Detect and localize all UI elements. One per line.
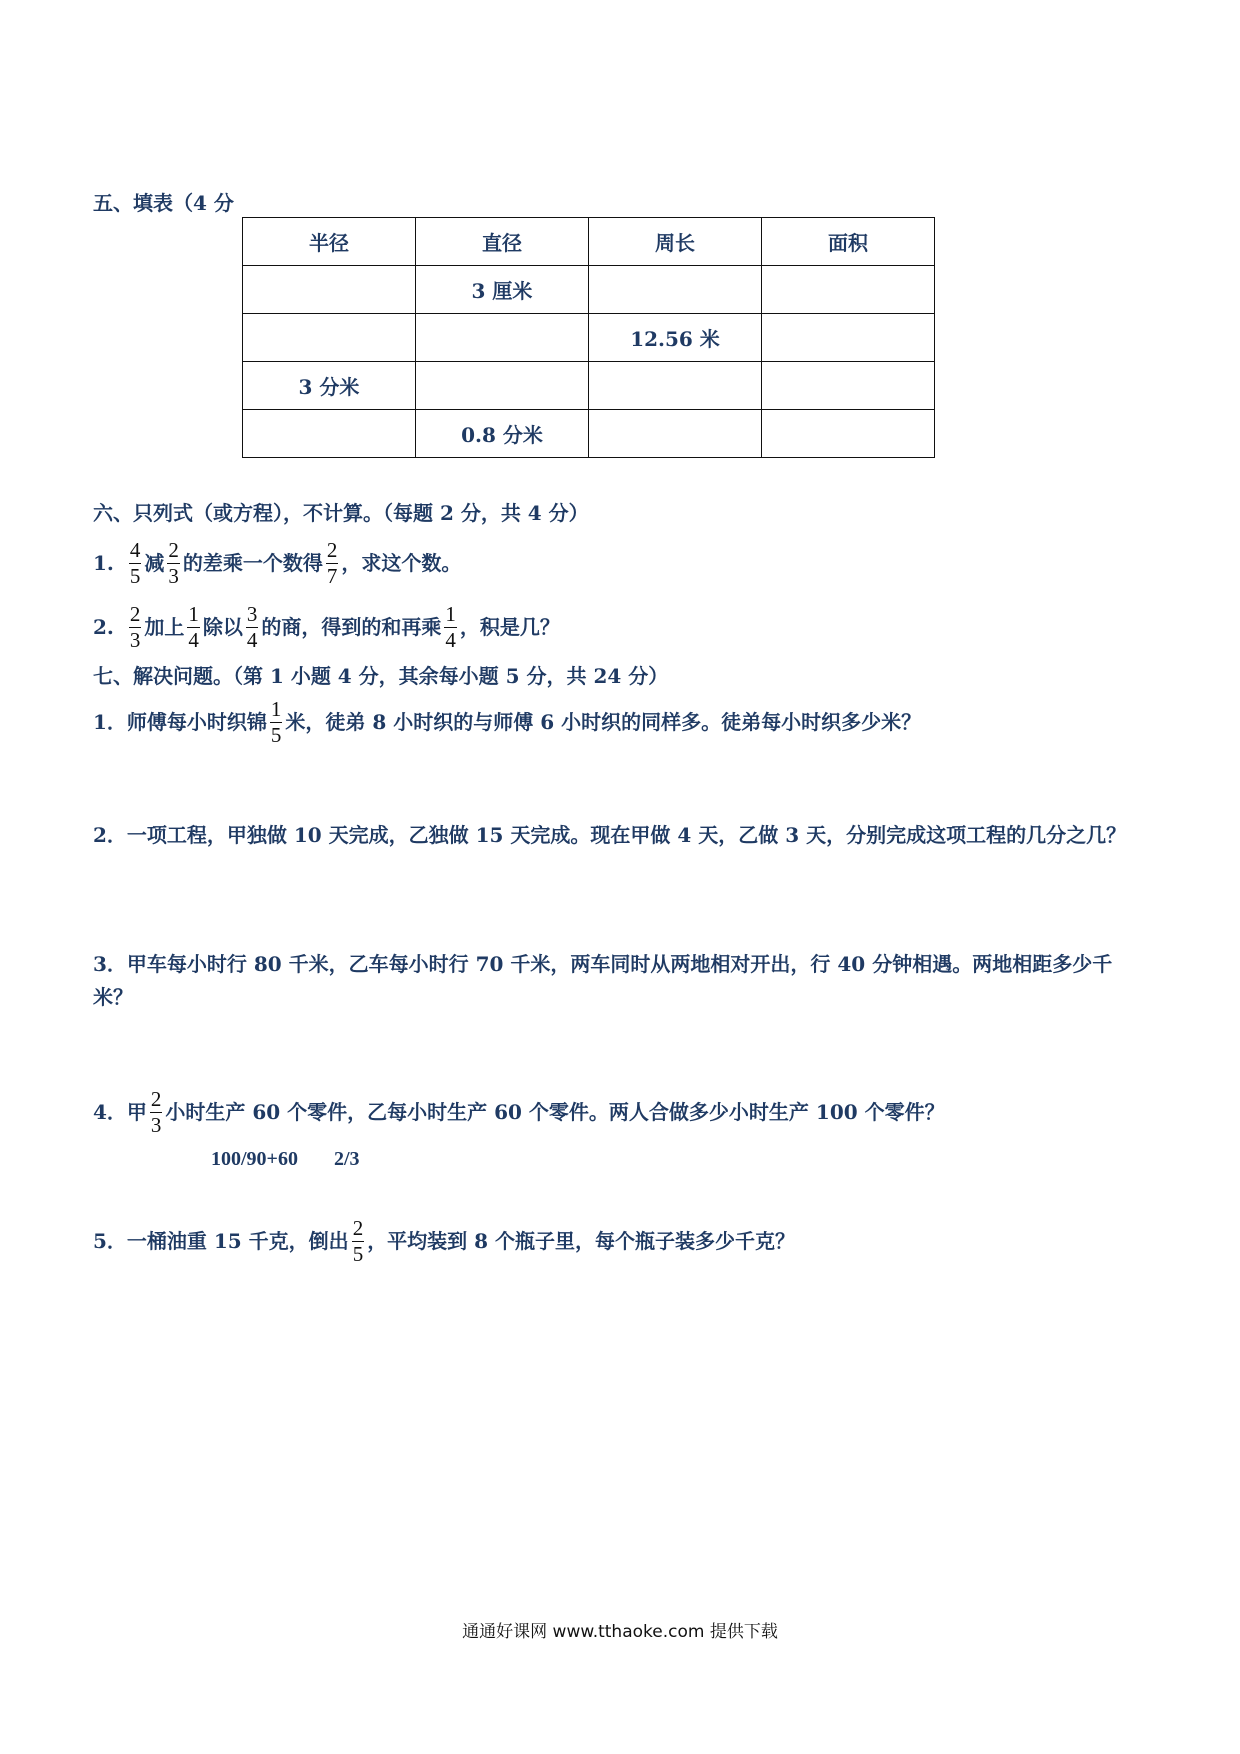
question-number: 2. [93, 615, 114, 639]
table-row [243, 314, 935, 362]
section6-question-1: 1. $\frac{4}{5}$ 减 $\frac{2}{3}$ 的差乘一个数得 $\frac{2}{7}$ ，求这个数。 [93, 537, 462, 588]
fraction: $\frac{4}{5}$ [129, 537, 141, 588]
table-cell[interactable]: 3 厘米 [416, 266, 589, 314]
section7-question-4: 4．甲 $\frac{2}{3}$ 小时生产 60 个零件，乙每小时生产 60 个零件。两人合做多少小时生产 100 个零件？ [93, 1086, 945, 1137]
section7-question-3-continued: 米？ [93, 985, 133, 1009]
section7-question-3: 3．甲车每小时行 80 千米，乙车每小时行 70 千米，两车同时从两地相对开出，行 40 分钟相遇。两地相距多少千 [93, 952, 1113, 976]
table-cell[interactable] [243, 266, 416, 314]
table-row [243, 362, 935, 410]
section6-title: 六、只列式（或方程），不计算。（每题 2 分，共 4 分） [93, 501, 589, 525]
question-number: 1. [93, 551, 114, 575]
handwritten-calculation: 100/90+60 2/3 [211, 1148, 360, 1170]
fraction: $\frac{3}{4}$ [246, 601, 258, 652]
fraction: $\frac{1}{5}$ [270, 696, 282, 747]
table-header-cell: 周长 [589, 218, 762, 266]
table-cell[interactable]: 3 分米 [243, 362, 416, 410]
table-header-cell: 面积 [762, 218, 935, 266]
section7-title: 七、解决问题。（第 1 小题 4 分，其余每小题 5 分，共 24 分） [93, 664, 669, 688]
table-cell[interactable] [762, 362, 935, 410]
fraction: $\frac{2}{3}$ [129, 601, 141, 652]
table-header-cell: 半径 [243, 218, 416, 266]
fraction: $\frac{2}{7}$ [326, 537, 338, 588]
fraction: $\frac{2}{5}$ [352, 1215, 364, 1266]
table-cell[interactable] [762, 314, 935, 362]
fraction: $\frac{1}{4}$ [445, 601, 456, 652]
table-header-cell: 直径 [416, 218, 589, 266]
fraction: $\frac{1}{4}$ [188, 601, 199, 652]
circle-table [242, 217, 935, 458]
section7-question-5: 5．一桶油重 15 千克，倒出 $\frac{2}{5}$ ，平均装到 8 个瓶子里，每个瓶子装多少千克？ [93, 1215, 796, 1266]
fraction: $\frac{2}{3}$ [168, 537, 179, 588]
section5-title: 五、填表（4 分 [93, 191, 234, 215]
table-cell[interactable] [762, 410, 935, 458]
fraction: $\frac{2}{3}$ [150, 1086, 162, 1137]
section6-question-2: 2. $\frac{2}{3}$ 加上 $\frac{1}{4}$ 除以 $\frac{3}{4}$ 的商，得到的和再乘 $\frac{1}{4}$ ，积是几？ [93, 601, 560, 652]
table-cell[interactable] [243, 410, 416, 458]
table-row [243, 410, 935, 458]
table-cell[interactable]: 12.56 米 [589, 314, 762, 362]
page-footer: 通通好课网 www.tthaoke.com 提供下载 [462, 1622, 778, 1642]
table-cell[interactable] [589, 362, 762, 410]
table-cell[interactable] [416, 314, 589, 362]
table-cell[interactable] [589, 266, 762, 314]
table-cell[interactable] [589, 410, 762, 458]
section7-question-1: 1．师傅每小时织锦 $\frac{1}{5}$ 米，徒弟 8 小时织的与师傅 6 小时织的同样多。徒弟每小时织多少米？ [93, 696, 922, 747]
table-row [243, 266, 935, 314]
table-cell[interactable] [243, 314, 416, 362]
section7-question-2: 2．一项工程，甲独做 10 天完成，乙独做 15 天完成。现在甲做 4 天，乙做 3 天，分别完成这项工程的几分之几？ [93, 823, 1127, 847]
table-cell[interactable]: 0.8 分米 [416, 410, 589, 458]
table-header-row [243, 218, 935, 266]
table-cell[interactable] [762, 266, 935, 314]
table-cell[interactable] [416, 362, 589, 410]
